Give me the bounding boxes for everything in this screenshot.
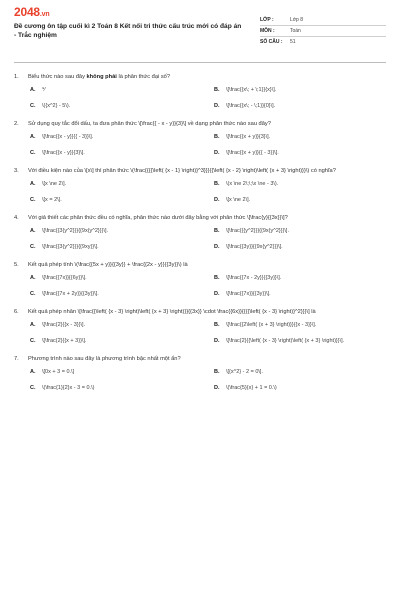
answer-option[interactable]: [214, 87, 386, 95]
question-text: [28, 308, 386, 316]
answer-option[interactable]: [214, 385, 386, 393]
option-letter: B.: [214, 134, 220, 140]
answer-options: [14, 275, 386, 298]
answer-options: [14, 228, 386, 251]
question-list: [14, 73, 386, 392]
document-title: Đề cương ôn tập cuối kì 2 Toán 8 Kết nối tri thức cấu trúc mới có đáp án - Trắc nghiệm: [14, 23, 242, 39]
answer-option[interactable]: [214, 338, 386, 346]
question-text-part: là phân thức đại số?: [116, 74, 170, 80]
answer-option[interactable]: [214, 197, 386, 205]
option-text: \[\frac{2}{{x + 3}}\].: [42, 337, 87, 344]
answer-option[interactable]: [30, 338, 202, 346]
answer-option[interactable]: [30, 322, 202, 330]
question-number: 2.: [14, 121, 19, 127]
option-letter: B.: [214, 369, 220, 375]
question-text-part: Biểu thức nào sau đây: [28, 74, 87, 80]
option-text: \[\frac{{7x + 2y}}{{3y}}\].: [42, 290, 99, 297]
option-letter: A.: [30, 369, 36, 375]
question-number: 3.: [14, 168, 19, 174]
question-number: 7.: [14, 356, 19, 362]
question-text: [28, 355, 386, 363]
answer-options: [14, 322, 386, 345]
answer-option[interactable]: [30, 385, 202, 393]
option-text: \(\frac{1}{2}x - 3 = 0.\): [42, 384, 95, 391]
answer-option[interactable]: [30, 181, 202, 189]
question-item: [14, 214, 386, 251]
question-item: [14, 261, 386, 298]
answer-option[interactable]: [214, 275, 386, 283]
option-text: \[\frac{{2\left( {x + 3} \right)}}{{x - 3}}\].: [226, 322, 317, 328]
meta-row-count: [260, 37, 386, 47]
answer-options: [14, 87, 386, 110]
question-stem: [14, 308, 386, 316]
answer-option[interactable]: [30, 244, 202, 252]
document-meta: [260, 15, 386, 47]
option-text: \[\frac{{7x}}{{3y}}\].: [226, 290, 271, 297]
question-text-part: Kết quả phép nhân \[\frac{{\left( {x - 3} \right)\left( {x + 3} \right)}}{{3x}} \cdot \frac{{6x}}{{{{\left( {x - 3} \right)}^2}}}\] là: [28, 309, 316, 315]
question-number: 4.: [14, 215, 19, 221]
logo-main: 2048: [14, 5, 40, 19]
option-letter: B.: [214, 87, 220, 93]
answer-option[interactable]: [214, 228, 386, 236]
question-stem: [14, 167, 386, 175]
question-text-part: Sử dụng quy tắc đổi dấu, ta đưa phân thức \[\frac{{ - x - y}}{3}\] về dạng phân thức nào sau đây?: [28, 121, 271, 127]
option-letter: D.: [214, 337, 220, 344]
answer-option[interactable]: [214, 322, 386, 330]
option-letter: A.: [30, 134, 36, 140]
option-text: \(x \ne 2\;\;\x \ne - 3\).: [226, 181, 279, 187]
option-text: \[\frac{{3{y^2}}}{{9xy}}\].: [42, 243, 99, 250]
question-text: [28, 73, 386, 81]
logo-suffix: .vn: [39, 11, 50, 18]
option-text: \[\frac{{3y}}{{9x{y^2}}}\].: [226, 243, 283, 250]
option-letter: A.: [30, 181, 36, 187]
answer-option[interactable]: [30, 369, 202, 377]
option-letter: D.: [214, 384, 220, 391]
option-letter: C.: [30, 384, 36, 391]
answer-options: [14, 369, 386, 392]
answer-option[interactable]: [30, 228, 202, 236]
answer-option[interactable]: [214, 291, 386, 299]
answer-option[interactable]: [30, 275, 202, 283]
option-text: \[\frac{{x + y}}{{ - 3}}\].: [226, 149, 279, 156]
document-header: [14, 6, 386, 47]
answer-option[interactable]: [214, 244, 386, 252]
answer-option[interactable]: [214, 369, 386, 377]
option-letter: A.: [30, 322, 36, 328]
question-number: 1.: [14, 74, 19, 80]
option-text: \[\frac{{3{y^2}}}{{9x{y^2}}}\].: [42, 228, 109, 234]
question-stem: [14, 261, 386, 269]
meta-key: LỚP :: [260, 17, 274, 23]
answer-option[interactable]: [30, 197, 202, 205]
option-letter: B.: [214, 228, 220, 234]
option-text: \[\frac{{x\; - \;1}}{0}\].: [226, 102, 276, 109]
answer-option[interactable]: [30, 103, 202, 111]
meta-value: Toán: [290, 28, 301, 34]
option-letter: B.: [214, 181, 220, 187]
question-number: 5.: [14, 262, 19, 268]
option-text: \[\frac{{x - y}}{{ - 3}}\].: [42, 134, 94, 140]
question-item: [14, 120, 386, 157]
question-text-part: Với giả thiết các phân thức đều có nghĩa, phân thức nào dưới đây bằng với phân thức \[\frac{y}{{3x}}\]?: [28, 215, 288, 221]
site-logo[interactable]: [14, 6, 242, 21]
option-text: \[{x^2} - 2 = 0\].: [226, 369, 263, 375]
option-text: \[x \ne 2\].: [42, 181, 67, 187]
answer-option[interactable]: [30, 291, 202, 299]
option-text: \[0x + 3 = 0.\]: [42, 369, 75, 375]
option-text: \[\frac{{{y^2}}}{{9x{y^2}}}\].: [226, 228, 289, 234]
question-text-part: Với điều kiện nào của \[x\] thì phân thức \(\frac{{{{\left( {x - 1} \right)}^3}}}{{\left( {x - 2} \right)\left( {x + 3} \right)}}\) có nghĩa?: [28, 168, 336, 174]
answer-option[interactable]: [30, 150, 202, 158]
answer-options: [14, 181, 386, 204]
option-text: ⅟: [42, 87, 46, 93]
question-text-part: Kết quả phép tính \(\frac{{5x + y}}{{3y}} + \frac{{2x - y}}{{3y}}\) là: [28, 262, 188, 268]
question-stem: [14, 355, 386, 363]
option-letter: B.: [214, 322, 220, 328]
answer-option[interactable]: [214, 181, 386, 189]
option-letter: C.: [30, 102, 36, 109]
question-text: [28, 120, 386, 128]
option-letter: C.: [30, 243, 36, 250]
option-text: \({x^2} - 5\).: [42, 102, 71, 109]
question-stem: [14, 73, 386, 81]
option-text: \[\frac{{x - y}}{3}\].: [42, 149, 85, 156]
question-item: [14, 308, 386, 345]
option-letter: A.: [30, 228, 36, 234]
question-stem: [14, 214, 386, 222]
option-text: \[\frac{{7x}}{{6y}}\].: [42, 275, 87, 281]
option-letter: A.: [30, 275, 36, 281]
option-letter: B.: [214, 275, 220, 281]
option-text: \[x \ne 2\].: [226, 196, 251, 203]
answer-option[interactable]: [30, 87, 202, 95]
meta-key: SỐ CÂU :: [260, 39, 283, 45]
question-emphasis: không phải: [86, 74, 117, 80]
meta-value: 51: [290, 39, 296, 45]
answer-option[interactable]: [30, 134, 202, 142]
option-text: \[x = 2\].: [42, 196, 62, 203]
option-letter: C.: [30, 149, 36, 156]
option-letter: D.: [214, 102, 220, 109]
option-letter: D.: [214, 243, 220, 250]
option-text: \[\frac{{x + y}}{3}\].: [226, 134, 271, 140]
option-letter: C.: [30, 290, 36, 297]
question-item: [14, 355, 386, 392]
option-text: \(\frac{5}{x} + 1 = 0.\): [226, 384, 277, 391]
option-letter: D.: [214, 149, 220, 156]
option-text: \[\frac{{7x - 2y}}{{3y}}\].: [226, 275, 282, 281]
question-text-part: Phương trình nào sau đây là phương trình bậc nhất một ẩn?: [28, 356, 181, 362]
meta-row-subject: [260, 26, 386, 37]
answer-option[interactable]: [214, 134, 386, 142]
header-divider: [14, 62, 386, 63]
option-letter: D.: [214, 290, 220, 297]
question-text: [28, 167, 386, 175]
question-stem: [14, 120, 386, 128]
question-text: [28, 214, 386, 222]
question-number: 6.: [14, 309, 19, 315]
header-left: [14, 6, 242, 40]
meta-value: Lớp 8: [290, 17, 304, 23]
question-item: [14, 73, 386, 110]
meta-key: MÔN :: [260, 28, 275, 34]
question-item: [14, 167, 386, 204]
answer-options: [14, 134, 386, 157]
option-letter: A.: [30, 87, 36, 93]
answer-option[interactable]: [214, 150, 386, 158]
option-text: \[\frac{{x\; + \;1}}{x}\].: [226, 87, 277, 93]
option-letter: D.: [214, 196, 220, 203]
option-letter: C.: [30, 196, 36, 203]
option-text: \[\frac{2}{{\left( {x - 3} \right)\left( {x + 3} \right)}}\].: [226, 337, 345, 344]
answer-option[interactable]: [214, 103, 386, 111]
option-letter: C.: [30, 337, 36, 344]
option-text: \[\frac{2}{{x - 3}}\].: [42, 322, 86, 328]
meta-row-class: [260, 15, 386, 26]
question-text: [28, 261, 386, 269]
